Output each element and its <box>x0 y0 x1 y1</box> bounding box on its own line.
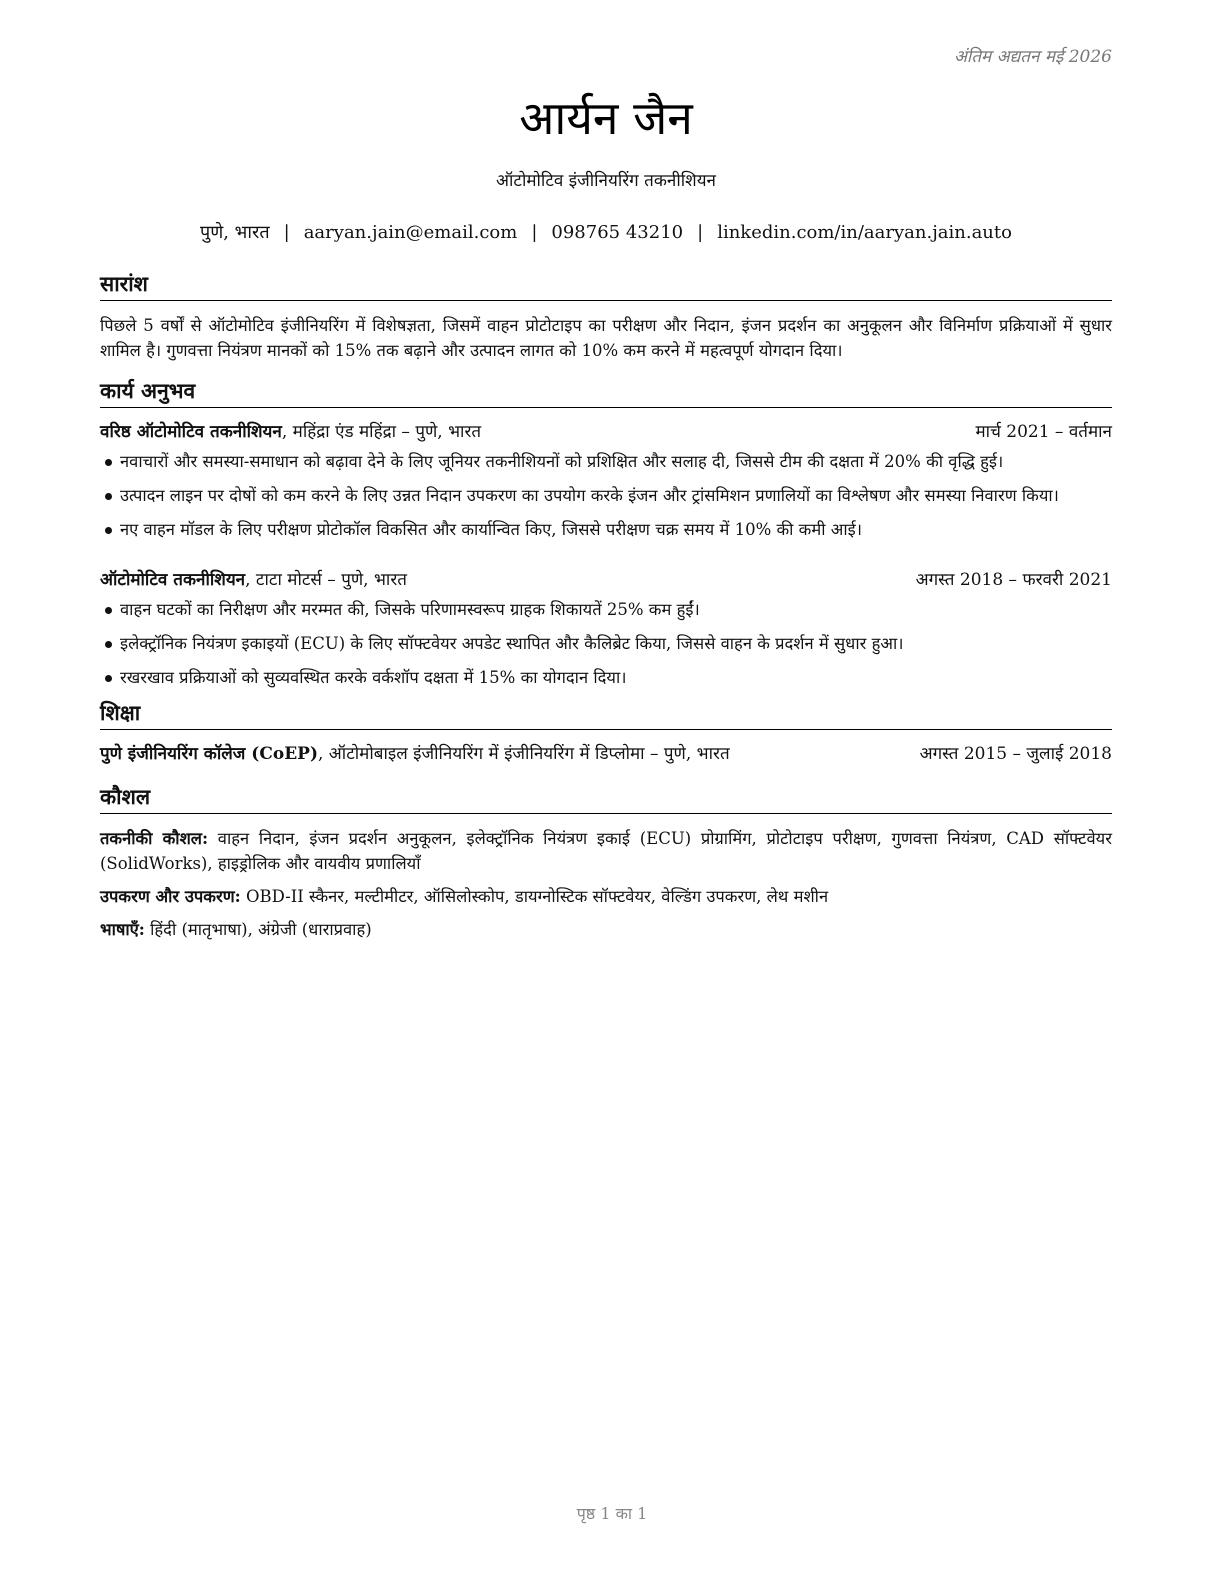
job-org: , टाटा मोटर्स – पुणे, भारत <box>245 570 407 590</box>
skill-line-tools <box>100 884 1112 909</box>
skill-line-languages <box>100 917 1112 942</box>
skill-label: भाषाएँ: <box>100 920 145 939</box>
job-dates: मार्च 2021 – वर्तमान <box>975 422 1112 442</box>
job-role-line <box>100 420 481 445</box>
summary-heading: सारांश <box>100 270 1112 301</box>
job-bullet: नवाचारों और समस्या-समाधान को बढ़ावा देने के लिए जूनियर तकनीशियनों को प्रशिक्षित और सलाह दी, जिससे टीम की दक्षता में 20% की वृद्धि हुई। <box>100 449 1112 474</box>
education-details: , ऑटोमोबाइल इंजीनियरिंग में इंजीनियरिंग में डिप्लोमा – पुणे, भारत <box>318 744 730 764</box>
job-bullet: नए वाहन मॉडल के लिए परीक्षण प्रोटोकॉल विकसित और कार्यान्वित किए, जिससे परीक्षण चक्र समय में 10% की कमी आई। <box>100 517 1112 542</box>
job-role: वरिष्ठ ऑटोमोटिव तकनीशियन <box>100 422 282 442</box>
candidate-title: ऑटोमोटिव इंजीनियरिंग तकनीशियन <box>496 171 716 191</box>
experience-heading: कार्य अनुभव <box>100 377 1112 408</box>
job-bullet: रखरखाव प्रक्रियाओं को सुव्यवस्थित करके वर्कशॉप दक्षता में 15% का योगदान दिया। <box>100 665 1112 690</box>
contact-location: पुणे, भारत <box>200 222 270 243</box>
contact-phone: 098765 43210 <box>551 222 684 243</box>
skill-line-technical <box>100 826 1112 876</box>
job-bullet: उत्पादन लाइन पर दोषों को कम करने के लिए उन्नत निदान उपकरण का उपयोग करके इंजन और ट्रांसमिशन प्रणालियों का विश्लेषण और समस्या निवारण किया। <box>100 483 1112 508</box>
education-dates: अगस्त 2015 – जुलाई 2018 <box>919 744 1112 764</box>
resume-body <box>100 270 1112 950</box>
contact-separator: | <box>697 222 704 243</box>
job-bullet: इलेक्ट्रॉनिक नियंत्रण इकाइयों (ECU) के लिए सॉफ्टवेयर अपडेट स्थापित और कैलिब्रेट किया, जिससे वाहन के प्रदर्शन में सुधार हुआ। <box>100 631 1112 656</box>
job-header <box>100 420 1112 445</box>
education-institution: पुणे इंजीनियरिंग कॉलेज (CoEP) <box>100 744 318 764</box>
skills-heading: कौशल <box>100 783 1112 814</box>
job-role-line <box>100 568 407 593</box>
job-org: , महिंद्रा एंड महिंद्रा – पुणे, भारत <box>281 422 482 442</box>
skill-label: उपकरण और उपकरण: <box>100 887 241 906</box>
contact-separator: | <box>531 222 538 243</box>
job-dates: अगस्त 2018 – फरवरी 2021 <box>915 570 1112 590</box>
education-heading: शिक्षा <box>100 699 1112 730</box>
skill-value: हिंदी (मातृभाषा), अंग्रेजी (धाराप्रवाह) <box>144 920 372 939</box>
summary-text: पिछले 5 वर्षों से ऑटोमोटिव इंजीनियरिंग में विशेषज्ञता, जिसमें वाहन प्रोटोटाइप का परीक्षण और निदान, इंजन प्रदर्शन का अनुकूलन और विनिर्माण प्रक्रियाओं में सुधार शामिल है। गुणवत्ता नियंत्रण मानकों को 15% तक बढ़ाने और उत्पादन लागत को 10% कम करने में महत्वपूर्ण योगदान दिया। <box>100 316 1112 360</box>
education-entry <box>100 742 1112 767</box>
education-line <box>100 742 730 767</box>
skill-label: तकनीकी कौशल: <box>100 829 209 848</box>
contact-email[interactable]: aaryan.jain@email.com <box>303 222 518 243</box>
job-bullets <box>100 597 1112 690</box>
last-updated: अंतिम अद्यतन मई 2026 <box>953 47 1112 67</box>
skill-value: OBD-II स्कैनर, मल्टीमीटर, ऑसिलोस्कोप, डायग्नोस्टिक सॉफ्टवेयर, वेल्डिंग उपकरण, लेथ मशीन <box>240 887 829 906</box>
page-number: पृष्ठ 1 का 1 <box>576 1504 648 1523</box>
contact-line <box>100 220 1112 244</box>
job-entry <box>100 568 1112 690</box>
job-bullet: वाहन घटकों का निरीक्षण और मरम्मत की, जिसके परिणामस्वरूप ग्राहक शिकायतें 25% कम हुईं। <box>100 597 1112 622</box>
contact-linkedin[interactable]: linkedin.com/in/aaryan.jain.auto <box>717 222 1012 243</box>
skill-value: वाहन निदान, इंजन प्रदर्शन अनुकूलन, इलेक्ट्रॉनिक नियंत्रण इकाई (ECU) प्रोग्रामिंग, प्रोटोटाइप परीक्षण, गुणवत्ता नियंत्रण, CAD सॉफ्टवेयर (SolidWorks), हाइड्रोलिक और वायवीय प्रणालियाँ <box>100 829 1112 873</box>
resume-page <box>100 0 1112 1584</box>
contact-separator: | <box>283 222 290 243</box>
job-entry <box>100 420 1112 542</box>
job-header <box>100 568 1112 593</box>
candidate-name: आर्यन जैन <box>519 91 693 145</box>
job-bullets <box>100 449 1112 542</box>
job-role: ऑटोमोटिव तकनीशियन <box>100 570 246 590</box>
